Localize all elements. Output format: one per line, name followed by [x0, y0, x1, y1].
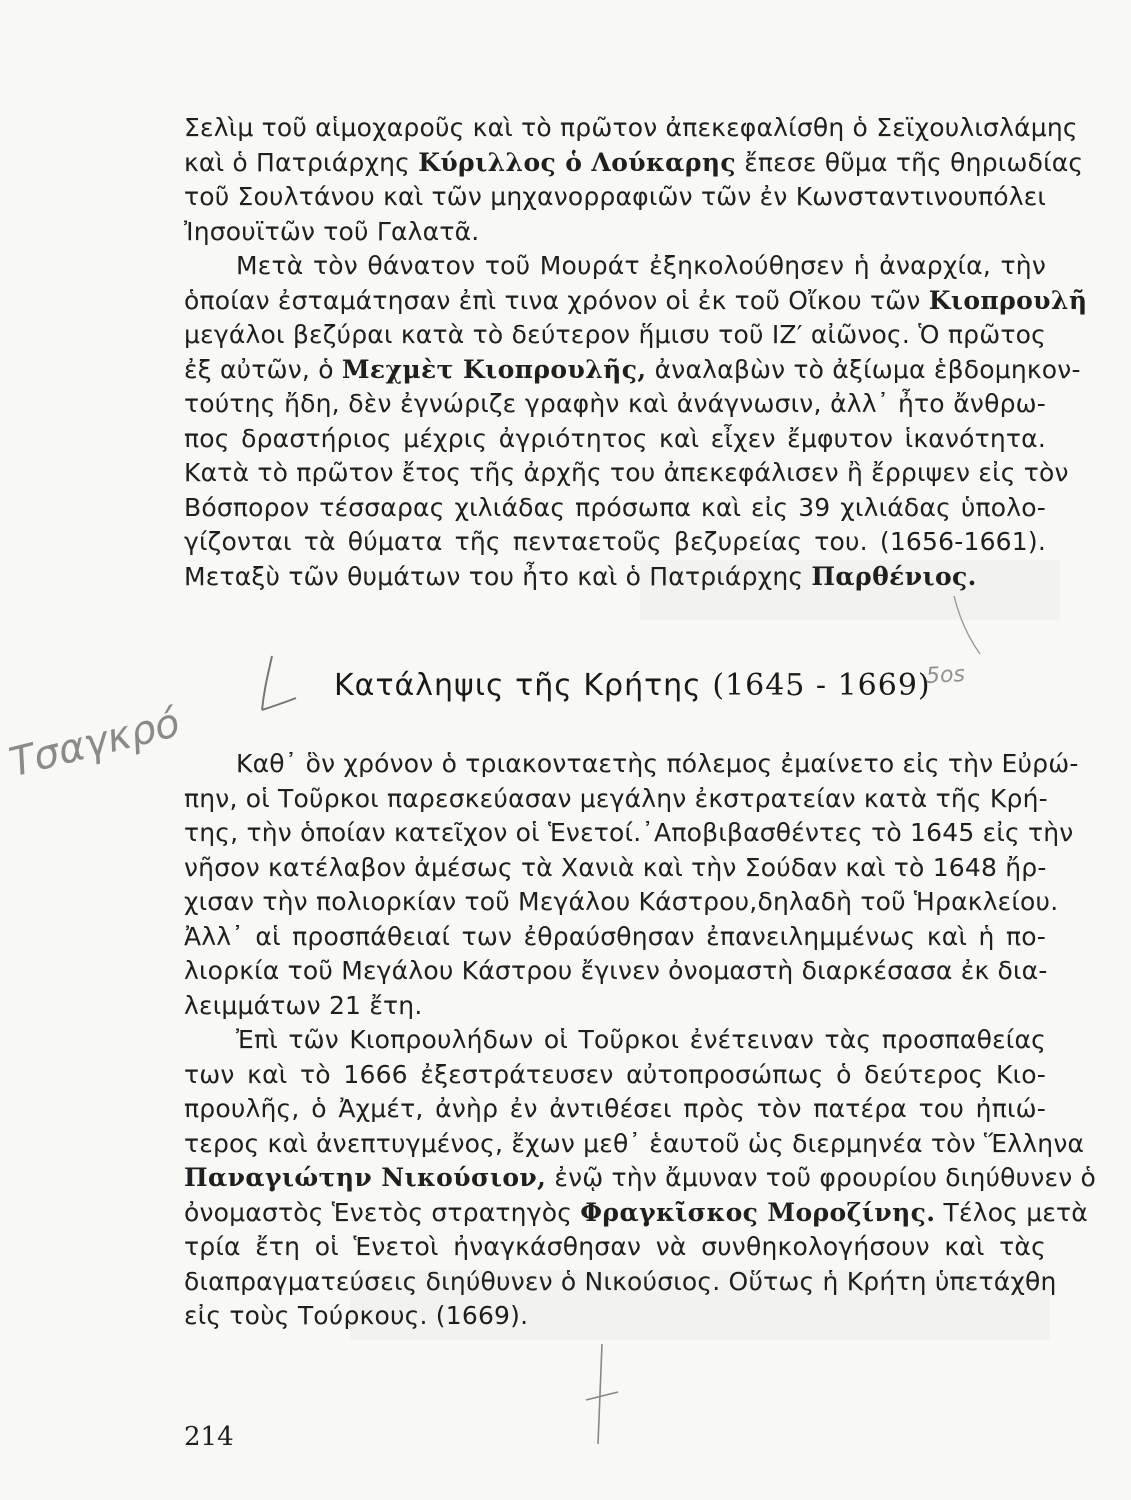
text-run: ἀναλαβὼν τὸ ἀξίωμα ἑβδομηκον-: [646, 354, 1081, 384]
page-number: 214: [184, 1422, 234, 1452]
pen-stroke-mark: [250, 650, 300, 720]
text-run: Βόσπορον τέσσαρας χιλιάδας πρόσωπα καὶ εἰς 39 χιλιάδας ὑπολο-: [184, 492, 1046, 522]
text-line: [184, 1058, 1046, 1093]
bold-name: Κύριλλος ὁ Λούκαρης: [418, 147, 737, 177]
pen-cross-mark: [582, 1340, 622, 1450]
text-line: [184, 215, 1046, 250]
text-run: ὁποίαν ἐσταμάτησαν ἐπὶ τινα χρόνον οἱ ἐκ τοῦ Οἴκου τῶν: [184, 285, 929, 315]
text-block-bottom: [184, 747, 1096, 1334]
text-line: [184, 885, 1059, 920]
text-run: Ἰησουϊτῶν τοῦ Γαλατᾶ.: [184, 216, 480, 246]
text-line: [184, 491, 1046, 526]
text-line: [184, 1230, 1046, 1265]
text-run: Καθ᾽ ὃν χρόνον ὁ τριακονταετὴς πόλεμος ἐμαίνετο εἰς τὴν Εὐρώ-: [236, 749, 1079, 778]
text-block-top: [184, 111, 1088, 594]
text-line: [184, 318, 1046, 353]
section-title: Κατάληψις τῆς Κρήτης: [334, 668, 702, 703]
text-line: [184, 249, 1046, 284]
text-run: Ἐπὶ τῶν Κιοπρουλήδων οἱ Τοῦρκοι ἐνέτειναν τὰς προσπαθείας: [236, 1025, 1046, 1054]
section-years: (1645 - 1669): [712, 668, 931, 703]
text-run: τρία ἔτη οἱ Ἑνετοὶ ἠναγκάσθησαν νὰ συνθηκολογήσουν καὶ τὰς: [184, 1232, 1046, 1261]
text-line: [184, 1196, 1088, 1231]
text-run: νῆσον κατέλαβον ἀμέσως τὰ Χανιὰ καὶ τὴν Σούδαν καὶ τὸ 1648 ἤρ-: [184, 852, 1047, 882]
text-run: ἔπεσε θῦμα τῆς θηριωδίας: [736, 147, 1084, 177]
text-run: πος δραστήριος μέχρις ἀγριότητος καὶ εἶχεν ἔμφυτον ἱκανότητα.: [184, 423, 1046, 453]
bold-name: Κιοπρουλῆ: [928, 285, 1088, 315]
text-line: [184, 1299, 1046, 1334]
text-line: [184, 1092, 1046, 1127]
text-run: τερος καὶ ἀνεπτυγμένος, ἔχων μεθ᾽ ἑαυτοῦ ὡς διερμηνέα τὸν Ἕλληνα: [184, 1128, 1085, 1158]
text-line: [184, 747, 1079, 782]
text-line: [184, 422, 1046, 457]
paragraph-3: [184, 747, 1079, 1023]
text-line: [184, 1127, 1085, 1162]
handwritten-margin-note: Τσαγκρό: [5, 699, 185, 787]
text-run: καὶ ὁ Πατριάρχης: [184, 147, 419, 177]
text-line: [184, 954, 1046, 989]
text-run: Μεταξὺ τῶν θυμάτων του ἦτο καὶ ὁ Πατριάρχης: [184, 561, 812, 591]
text-line: [184, 816, 1074, 851]
text-line: [184, 387, 1046, 422]
text-run: τούτης ἤδη, δὲν ἐγνώριζε γραφὴν καὶ ἀνάγνωσιν, ἀλλ᾽ ἦτο ἄνθρω-: [184, 389, 1046, 418]
text-run: Σελὶμ τοῦ αἱμοχαροῦς καὶ τὸ πρῶτον ἀπεκεφαλίσθη ὁ Σεϊχουλισλάμης: [184, 113, 1078, 142]
text-line: [184, 525, 1046, 560]
text-run: ἐξ αὐτῶν, ὁ: [184, 354, 342, 384]
text-run: χισαν τὴν πολιορκίαν τοῦ Μεγάλου Κάστρου,δηλαδὴ τοῦ Ἡρακλείου.: [184, 887, 1059, 916]
text-line: [184, 284, 1088, 319]
text-line: [184, 1265, 1057, 1300]
text-run: λιορκία τοῦ Μεγάλου Κάστρου ἔγινεν ὀνομαστὴ διαρκέσασα ἐκ δια-: [184, 956, 1048, 985]
text-run: Ἀλλ᾽ αἱ προσπάθειαί των ἐθραύσθησαν ἐπανειλημμένως καὶ ἡ πο-: [184, 921, 1046, 951]
handwritten-number-note: 5os: [925, 661, 966, 690]
text-line: [184, 146, 1084, 181]
section-heading: [334, 668, 931, 703]
bold-name: Φραγκῖσκος Μοροζίνης.: [580, 1197, 936, 1227]
bold-name: Μεχμὲτ Κιοπρουλῆς,: [341, 354, 647, 384]
text-line: [184, 180, 1046, 215]
text-line: [184, 560, 1046, 595]
text-line: [184, 456, 1069, 491]
text-run: εἰς τοὺς Τούρκους. (1669).: [184, 1301, 529, 1330]
text-run: της, τὴν ὁποίαν κατεῖχον οἱ Ἑνετοί.᾿Αποβιβασθέντες τὸ 1645 εἰς τὴν: [184, 818, 1074, 847]
text-run: πην, οἱ Τοῦρκοι παρεσκεύασαν μεγάλην ἐκστρατείαν κατὰ τῆς Κρή-: [184, 783, 1048, 813]
text-run: Μετὰ τὸν θάνατον τοῦ Μουράτ ἐξηκολούθησεν ἡ ἀναρχία, τὴν: [236, 251, 1046, 280]
text-line: [184, 1161, 1096, 1196]
paragraph-4: [184, 1023, 1096, 1334]
text-run: των καὶ τὸ 1666 ἐξεστράτευσεν αὐτοπροσώπως ὁ δεύτερος Κιο-: [184, 1059, 1046, 1089]
text-run: ἐνῷ τὴν ἄμυναν τοῦ φρουρίου διηύθυνεν ὁ: [546, 1163, 1096, 1192]
text-run: ὀνομαστὸς Ἑνετὸς στρατηγὸς: [184, 1197, 581, 1227]
text-run: διαπραγματεύσεις διηύθυνεν ὁ Νικούσιος. Οὕτως ἡ Κρήτη ὑπετάχθη: [184, 1266, 1057, 1296]
text-run: γίζονται τὰ θύματα τῆς πενταετοῦς βεζυρείας του. (1656-1661).: [184, 527, 1046, 556]
paragraph-2: [184, 249, 1088, 594]
text-line: [184, 989, 1046, 1024]
text-line: [184, 111, 1078, 146]
text-run: τοῦ Σουλτάνου καὶ τῶν μηχανορραφιῶν τῶν ἐν Κωνσταντινουπόλει: [184, 182, 1047, 211]
text-run: Τέλος μετὰ: [935, 1197, 1088, 1227]
text-line: [184, 851, 1046, 886]
text-line: [184, 920, 1046, 955]
text-line: [184, 353, 1081, 388]
paragraph-1: [184, 111, 1084, 249]
bold-name: Παρθένιος.: [811, 561, 977, 591]
text-run: Κατὰ τὸ πρῶτον ἔτος τῆς ἀρχῆς του ἀπεκεφάλισεν ἢ ἔρριψεν εἰς τὸν: [184, 458, 1069, 487]
text-line: [184, 782, 1046, 817]
text-line: [184, 1023, 1046, 1058]
text-run: λειμμάτων 21 ἔτη.: [184, 990, 423, 1020]
text-run: προυλῆς, ὁ Ἀχμέτ, ἀνὴρ ἐν ἀντιθέσει πρὸς τὸν πατέρα του ἠπιώ-: [184, 1094, 1046, 1123]
bold-name: Παναγιώτην Νικούσιον,: [184, 1163, 547, 1192]
pen-stroke-mark: [950, 590, 990, 660]
text-run: μεγάλοι βεζύραι κατὰ τὸ δεύτερον ἥμισυ τοῦ ΙΖ′ αἰῶνος. Ὁ πρῶτος: [184, 320, 1046, 349]
